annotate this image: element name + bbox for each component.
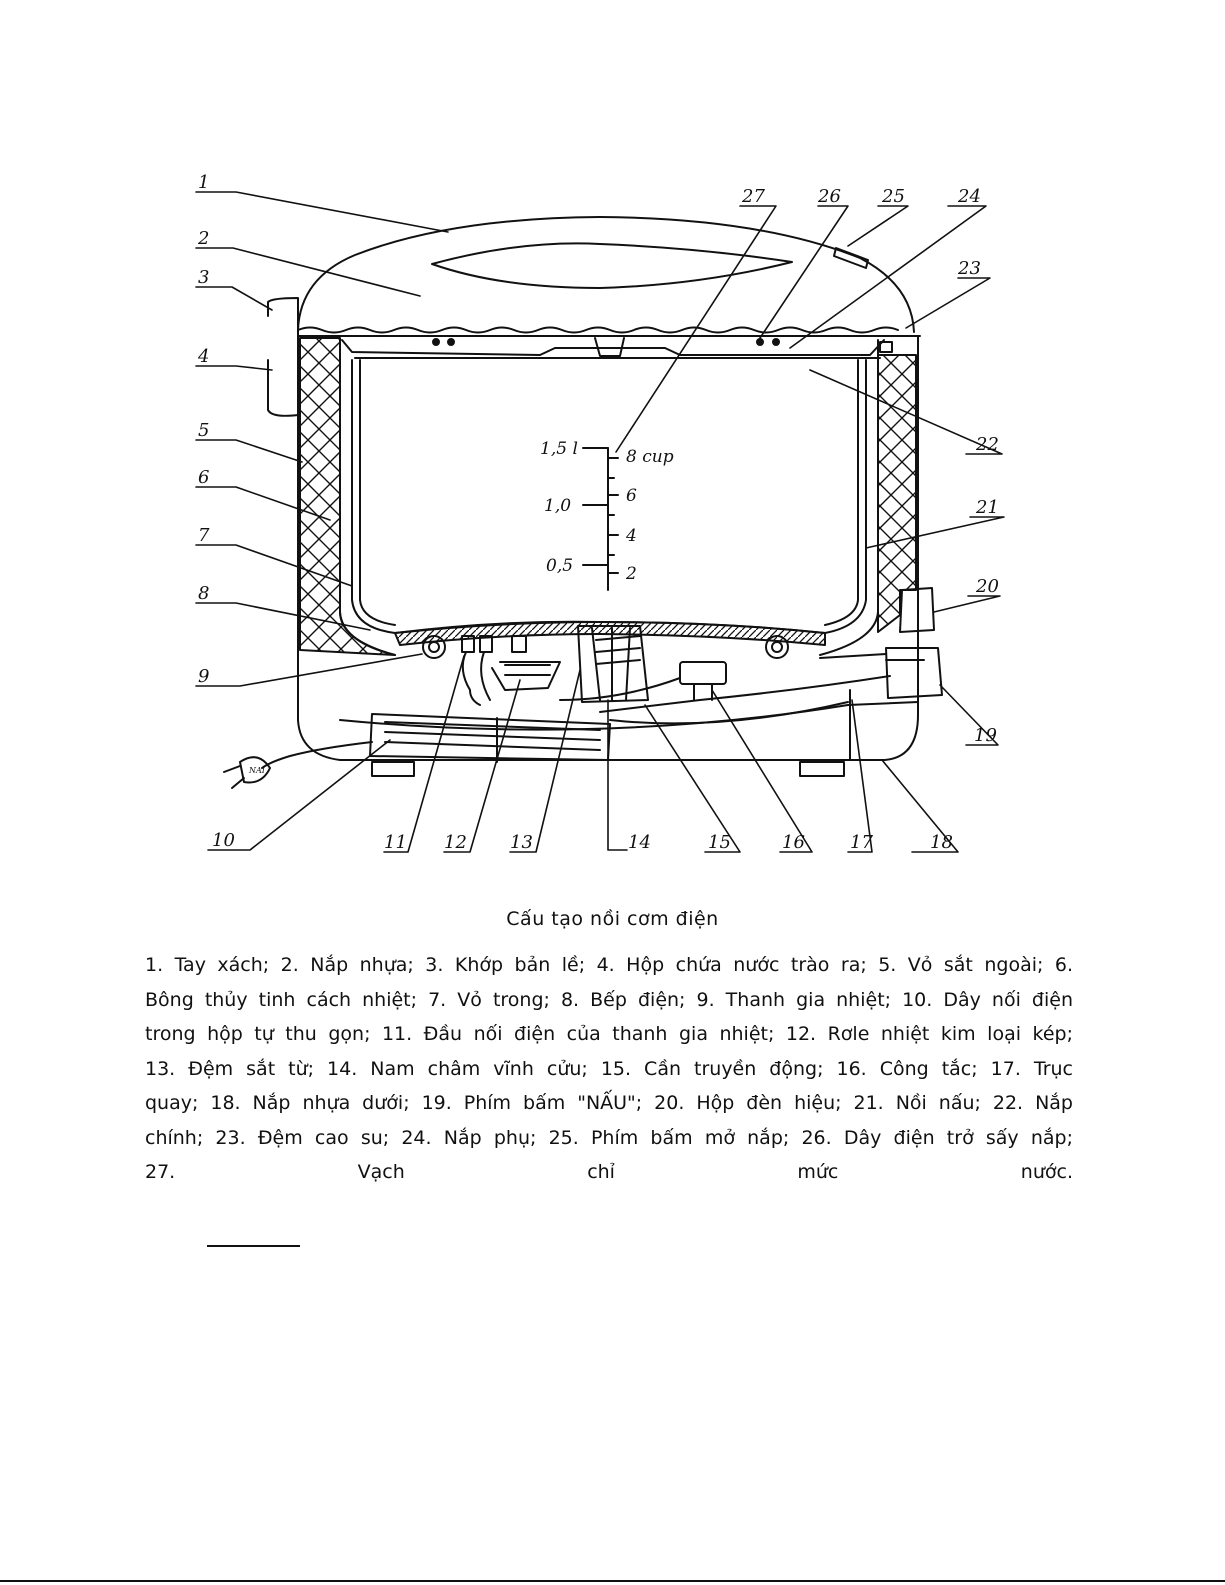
switch [680, 662, 726, 684]
callout-16: 16 [782, 832, 805, 853]
callout-18: 18 [930, 832, 953, 853]
caption-title: Cấu tạo nồi cơm điện [506, 908, 719, 930]
callout-13: 13 [510, 832, 533, 853]
inner-shell [340, 340, 395, 655]
foot-right [800, 762, 844, 776]
hinge-box [268, 298, 298, 416]
scale-liter-1-0: 1,0 [544, 496, 572, 516]
callout-4: 4 [198, 346, 210, 367]
callout-20: 20 [976, 576, 999, 597]
callout-22: 22 [976, 434, 999, 455]
scale-cup-2: 2 [626, 564, 637, 584]
callout-27: 27 [742, 186, 765, 207]
callout-15: 15 [708, 832, 731, 853]
callout-11: 11 [384, 832, 407, 853]
scale-liter-1-5: 1,5 l [540, 439, 578, 459]
plug-label: NAI [249, 766, 265, 775]
scale-liter-0-5: 0,5 [546, 556, 574, 576]
callout-25: 25 [882, 186, 905, 207]
callout-12: 12 [444, 832, 467, 853]
cook-button [886, 648, 942, 698]
scale-cup-4: 4 [626, 526, 637, 546]
lid-wavy-edge [298, 328, 898, 333]
foot-left [372, 762, 414, 776]
cord-reel-box [370, 714, 610, 760]
callout-8: 8 [198, 583, 210, 604]
callout-1: 1 [198, 172, 210, 193]
callout-17: 17 [850, 832, 873, 853]
callout-14: 14 [628, 832, 651, 853]
callout-2: 2 [198, 228, 210, 249]
caption-body: 1. Tay xách; 2. Nắp nhựa; 3. Khớp bản lề; 4. Hộp chứa nước trào ra; 5. Vỏ sắt ngoài; 6. Bông thủy tinh cách nhiệt; 7. Vỏ trong; 8. Bếp điện; 9. Thanh gia nhiệt; 10. Dây nối điện trong hộp tự thu gọn; 11. Đầu nối điện của thanh gia nhiệt; 12. Rơle nhiệt kim loại kép; 13. Đệm sắt từ; 14. Nam châm vĩnh cửu; 15. Cần truyền động; 16. Công tắc; 17. Trục quay; 18. Nắp nhựa dưới; 19. Phím bấm "NẤU"; 20. Hộp đèn hiệu; 21. Nồi nấu; 22. Nắp chính; 23. Đệm cao su; 24. Nắp phụ; 25. Phím bấm mở nắp; 26. Dây điện trở sấy nắp; 27. Vạch chỉ mức nước. [145, 954, 1073, 1183]
callout-19: 19 [974, 725, 997, 746]
callout-10: 10 [212, 830, 235, 851]
callout-9: 9 [198, 666, 210, 687]
power-cord [262, 742, 372, 768]
insulation [300, 338, 395, 655]
callout-26: 26 [818, 186, 841, 207]
lid-outer [298, 217, 914, 332]
callout-3: 3 [198, 267, 210, 288]
callout-6: 6 [198, 467, 210, 488]
callout-24: 24 [958, 186, 981, 207]
callout-7: 7 [198, 525, 210, 546]
inner-lid [342, 340, 884, 355]
page-bottom-rule [0, 1580, 1225, 1582]
scale-cup-8: 8 cup [626, 447, 674, 467]
scale-cup-6: 6 [626, 486, 637, 506]
footnote-rule [207, 1245, 300, 1247]
callout-21: 21 [976, 497, 999, 518]
lever [600, 676, 890, 712]
callout-23: 23 [958, 258, 981, 279]
callout-5: 5 [198, 420, 210, 441]
water-level-scale [583, 448, 618, 590]
